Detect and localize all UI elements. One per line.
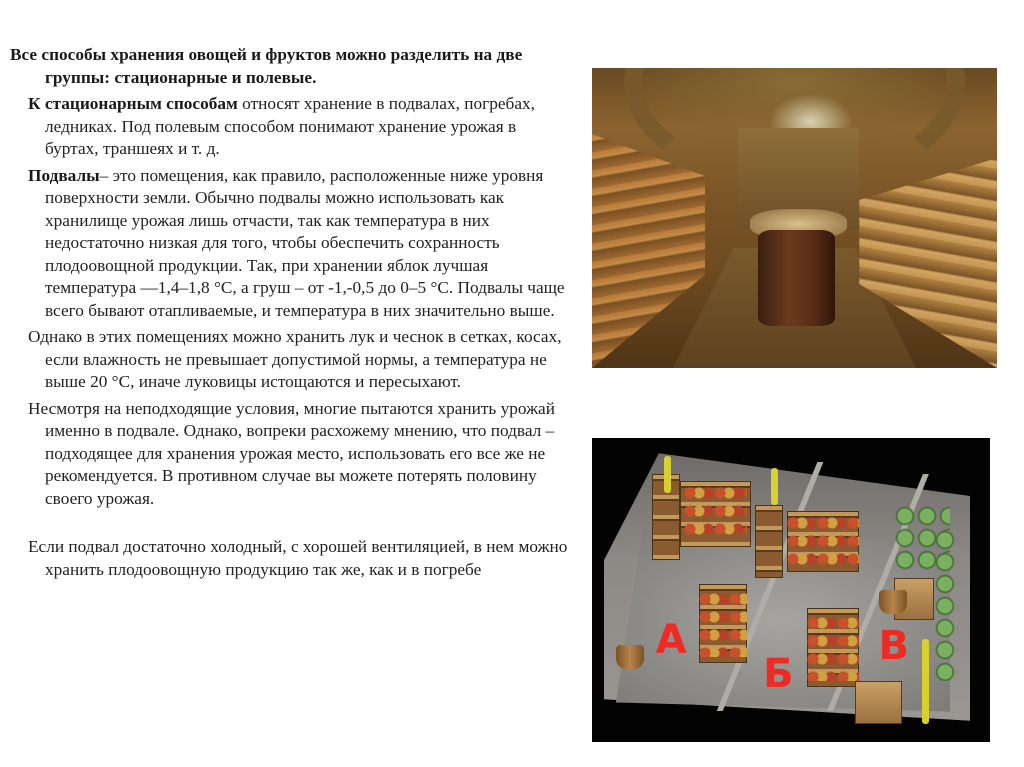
cellar-photo [592,68,997,368]
vent-pipe [664,456,671,492]
zone-label-b: Б [763,650,794,697]
cold-basement-text: Если подвал достаточно холодный, с хорошей вентиляцией, в нем можно хранить плодоовощную продукцию так же, как и в погребе [28,537,568,579]
stationary-lead: К стационарным способам [28,94,238,113]
jars [787,514,859,569]
stationary-text: относят хранение в подвалах, погребах, ледниках. Под полевым способом понимают хранение урожая в буртах, траншеях и т. д. [45,94,535,158]
cellar-zones-diagram [592,438,990,742]
cabbages [934,529,958,681]
warning-text: Несмотря на неподходящие условия, многие пытаются хранить урожай именно в подвале. Однако, вопреки расхожему мнению, что подвал – подходящее для хранения урожая место, использовать его все же не рекомендуется. В противном случае вы можете потерять половину своего урожая. [28,398,555,508]
jars [684,484,748,539]
paragraph-stationary [0,93,570,161]
zone-label-a: А [655,617,687,664]
barrel [758,230,835,326]
bucket [879,590,907,614]
basements-text: – это помещения, как правило, расположенные ниже уровня поверхности земли. Обычно подвалы можно использовать как хранилище урожая лишь отчасти, так как температура в них недостаточно низкая для того, чтобы обеспечить сохранность плодоовощной продукции. Так, при хранении яблок лучшая температура —1,4–1,8 °С, а груш – от -1,-0,5 до 0–5 °С. Подвалы чаще всего бывают отапливаемые, и температура в них значительно выше. [45,165,565,320]
intro-text: Все способы хранения овощей и фруктов можно разделить на две группы: стационарные и полевые. [10,45,523,87]
vent-pipe [922,639,929,724]
paragraph-intro [0,44,570,89]
paragraph-onions [0,326,570,394]
basements-lead: Подвалы [28,165,100,185]
bucket [616,645,644,669]
paragraph-warning [0,398,570,511]
zone-label-v: В [878,623,910,670]
produce-crate [855,681,903,724]
jar-shelf [755,505,783,578]
left-produce-shelves [592,134,705,368]
slide-text [0,44,570,585]
paragraph-basements [0,165,570,323]
jars [699,590,747,657]
jars [807,614,859,681]
paragraph-cold-basement [0,536,570,581]
vent-pipe [771,468,778,504]
onions-text: Однако в этих помещениях можно хранить лук и чеснок в сетках, косах, если влажность не превышает допустимой нормы, а температура не выше 20 °С, иначе луковицы истощаются и пересыхают. [28,327,562,391]
